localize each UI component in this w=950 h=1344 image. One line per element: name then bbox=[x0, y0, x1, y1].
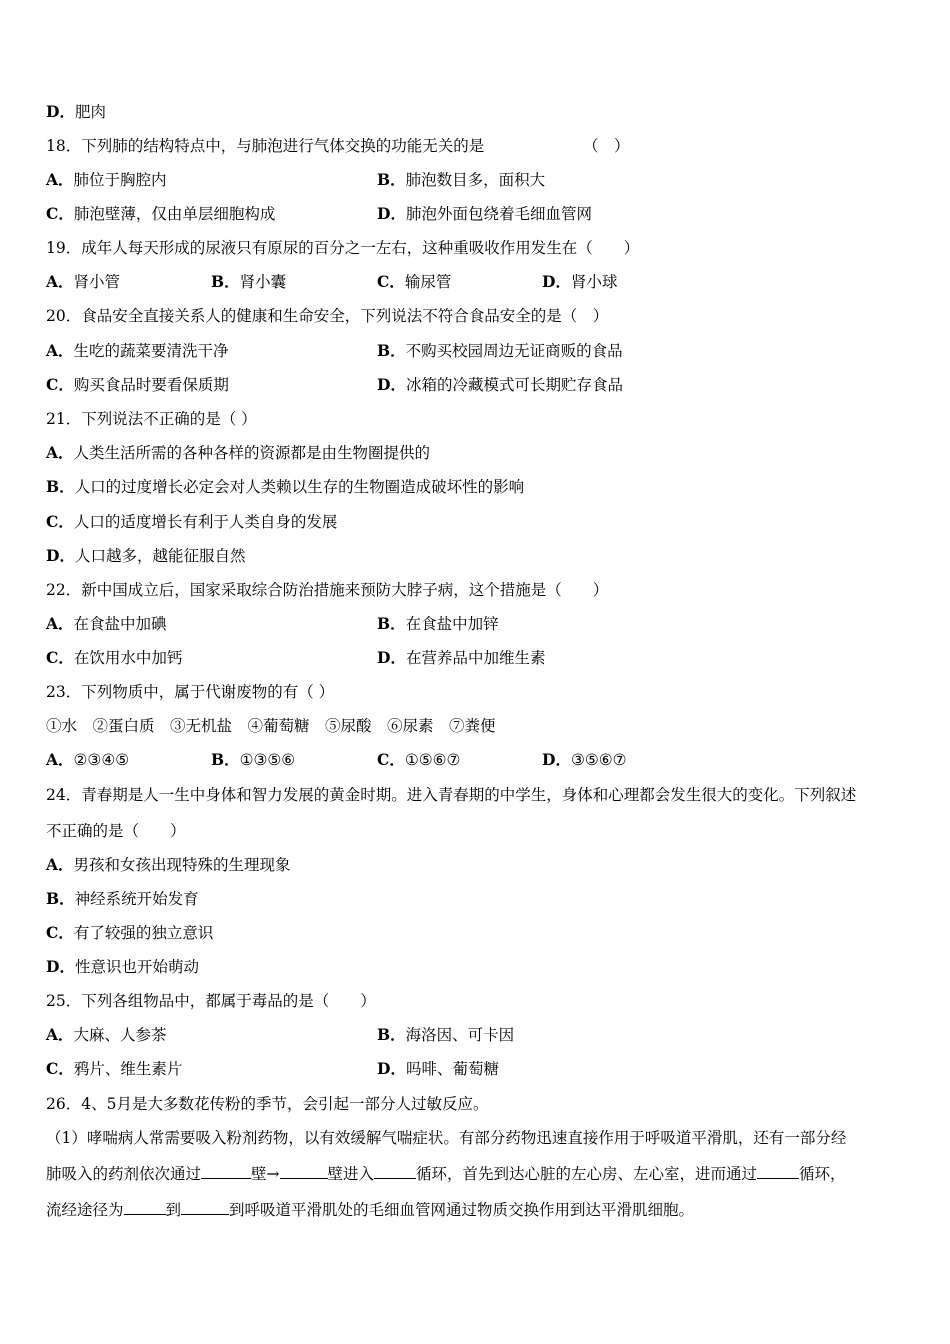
option-text: 男孩和女孩出现特殊的生理现象 bbox=[73, 856, 291, 874]
option-label: B． bbox=[377, 341, 406, 360]
question-23-stem: 23．下列物质中，属于代谢废物的有（ ） bbox=[46, 683, 335, 701]
option-label: C． bbox=[46, 923, 74, 942]
option-text: 在食盐中加碘 bbox=[73, 615, 167, 633]
option-text: 人类生活所需的各种各样的资源都是由生物圈提供的 bbox=[73, 444, 431, 462]
option-a-q23 bbox=[46, 750, 129, 770]
question-26-part1-cont bbox=[46, 1164, 846, 1184]
option-label: B． bbox=[211, 272, 240, 291]
answer-blank[interactable] bbox=[374, 1164, 416, 1179]
option-text: 在饮用水中加钙 bbox=[73, 649, 183, 667]
option-d-q24 bbox=[46, 957, 199, 977]
option-d-q21 bbox=[46, 546, 245, 566]
answer-blank[interactable] bbox=[181, 1200, 229, 1215]
question-18-stem bbox=[46, 136, 484, 156]
option-label: C． bbox=[46, 375, 74, 394]
option-label: B． bbox=[377, 170, 406, 189]
option-text: ①⑤⑥⑦ bbox=[404, 751, 461, 769]
option-label: A． bbox=[46, 855, 74, 874]
option-d-q20 bbox=[377, 375, 623, 395]
option-text: 购买食品时要看保质期 bbox=[73, 376, 229, 394]
option-b-q24 bbox=[46, 889, 199, 909]
option-label: B． bbox=[377, 614, 406, 633]
option-label: D． bbox=[377, 1059, 406, 1078]
option-d-q23 bbox=[542, 750, 627, 770]
option-b-q21 bbox=[46, 477, 524, 497]
option-label: D． bbox=[377, 204, 406, 223]
option-text: 肺泡外面包绕着毛细血管网 bbox=[405, 205, 592, 223]
question-26-part1: （1）哮喘病人常需要吸入粉剂药物，以有效缓解气喘症状。有部分药物迅速直接作用于呼吸道平滑肌，还有一部分经 bbox=[46, 1129, 847, 1147]
option-d-q18 bbox=[377, 204, 592, 224]
question-20-stem: 20．食品安全直接关系人的健康和生命安全，下列说法不符合食品安全的是（ ） bbox=[46, 307, 609, 325]
option-text: 人口的适度增长有利于人类自身的发展 bbox=[73, 513, 338, 531]
option-label: D． bbox=[377, 375, 406, 394]
option-label: D． bbox=[46, 102, 75, 121]
option-text: 大麻、人参茶 bbox=[73, 1026, 167, 1044]
question-24-stem: 24．青春期是人一生中身体和智力发展的黄金时期。进入青春期的中学生，身体和心理都会发生很大的变化。下列叙述 bbox=[46, 786, 857, 804]
text-segment: 到 bbox=[165, 1201, 182, 1219]
text-segment: 到呼吸道平滑肌处的毛细血管网通过物质交换作用到达平滑肌细胞。 bbox=[229, 1201, 695, 1219]
question-23-items: ①水 ②蛋白质 ③无机盐 ④葡萄糖 ⑤尿酸 ⑥尿素 ⑦粪便 bbox=[46, 717, 496, 735]
option-a-q25 bbox=[46, 1025, 167, 1045]
option-label: A． bbox=[46, 341, 74, 360]
text-segment: 肺吸入的药剂依次通过 bbox=[46, 1165, 202, 1183]
option-label: A． bbox=[46, 614, 74, 633]
option-text: 肥肉 bbox=[74, 103, 106, 121]
option-c-q25 bbox=[46, 1059, 182, 1079]
option-text: 肺泡壁薄，仅由单层细胞构成 bbox=[73, 205, 276, 223]
option-text: ②③④⑤ bbox=[73, 751, 130, 769]
answer-paren: （ ） bbox=[583, 137, 630, 155]
option-b-q23 bbox=[211, 750, 295, 770]
text-segment: 壁进入 bbox=[327, 1165, 375, 1183]
answer-blank[interactable] bbox=[757, 1164, 799, 1179]
option-label: A． bbox=[46, 170, 74, 189]
option-text: 鸦片、维生素片 bbox=[73, 1060, 183, 1078]
option-text: 吗啡、葡萄糖 bbox=[405, 1060, 499, 1078]
option-text: ①③⑤⑥ bbox=[239, 751, 296, 769]
option-b-q18 bbox=[377, 170, 545, 190]
option-a-q21 bbox=[46, 443, 430, 463]
option-b-q22 bbox=[377, 614, 499, 634]
option-d-q25 bbox=[377, 1059, 499, 1079]
option-c-q24 bbox=[46, 923, 213, 943]
option-label: A． bbox=[46, 750, 74, 769]
option-d-q22 bbox=[377, 648, 545, 668]
option-label: D． bbox=[542, 272, 571, 291]
option-label: B． bbox=[377, 1025, 406, 1044]
option-a-q22 bbox=[46, 614, 167, 634]
option-text: 不购买校园周边无证商贩的食品 bbox=[405, 342, 623, 360]
option-label: D． bbox=[46, 546, 75, 565]
question-19-stem: 19．成年人每天形成的尿液只有原尿的百分之一左右，这种重吸收作用发生在（ ） bbox=[46, 239, 640, 257]
option-label: A． bbox=[46, 272, 74, 291]
option-label: C． bbox=[46, 512, 74, 531]
option-a-q20 bbox=[46, 341, 229, 361]
text-segment: 循环， bbox=[799, 1165, 846, 1183]
option-text: 有了较强的独立意识 bbox=[73, 924, 214, 942]
option-label: B． bbox=[46, 889, 75, 908]
option-d-q17 bbox=[46, 102, 106, 122]
answer-blank[interactable] bbox=[280, 1164, 328, 1179]
option-text: 输尿管 bbox=[404, 273, 452, 291]
option-text: 神经系统开始发育 bbox=[74, 890, 199, 908]
option-text: 肺泡数目多，面积大 bbox=[405, 171, 546, 189]
answer-blank[interactable] bbox=[124, 1200, 166, 1215]
option-label: D． bbox=[542, 750, 571, 769]
option-text: 性意识也开始萌动 bbox=[74, 958, 199, 976]
option-label: D． bbox=[46, 957, 75, 976]
option-text: 人口越多，越能征服自然 bbox=[74, 547, 246, 565]
option-c-q23 bbox=[377, 750, 460, 770]
option-c-q20 bbox=[46, 375, 229, 395]
option-a-q24 bbox=[46, 855, 291, 875]
option-text: 肺位于胸腔内 bbox=[73, 171, 167, 189]
option-b-q20 bbox=[377, 341, 623, 361]
option-c-q18 bbox=[46, 204, 275, 224]
option-text: 肾小管 bbox=[73, 273, 121, 291]
option-text: 海洛因、可卡因 bbox=[405, 1026, 515, 1044]
option-label: C． bbox=[46, 648, 74, 667]
option-text: 在食盐中加锌 bbox=[405, 615, 499, 633]
option-text: 人口的过度增长必定会对人类赖以生存的生物圈造成破坏性的影响 bbox=[74, 478, 525, 496]
option-text: ③⑤⑥⑦ bbox=[570, 751, 627, 769]
option-b-q19 bbox=[211, 272, 286, 292]
question-26-stem: 26．4、5月是大多数花传粉的季节，会引起一部分人过敏反应。 bbox=[46, 1095, 489, 1113]
question-22-stem: 22．新中国成立后，国家采取综合防治措施来预防大脖子病，这个措施是（ ） bbox=[46, 581, 609, 599]
option-label: C． bbox=[377, 750, 405, 769]
question-25-stem: 25．下列各组物品中，都属于毒品的是（ ） bbox=[46, 992, 376, 1010]
option-c-q22 bbox=[46, 648, 182, 668]
option-c-q21 bbox=[46, 512, 337, 532]
option-a-q19 bbox=[46, 272, 120, 292]
text-segment: 循环，首先到达心脏的左心房、左心室，进而通过 bbox=[416, 1165, 758, 1183]
option-label: A． bbox=[46, 1025, 74, 1044]
question-text: 18．下列肺的结构特点中，与肺泡进行气体交换的功能无关的是 bbox=[46, 137, 485, 155]
option-b-q25 bbox=[377, 1025, 514, 1045]
text-segment: 壁→ bbox=[251, 1165, 280, 1183]
option-label: C． bbox=[377, 272, 405, 291]
option-label: C． bbox=[46, 1059, 74, 1078]
option-text: 生吃的蔬菜要清洗干净 bbox=[73, 342, 229, 360]
option-text: 冰箱的冷藏模式可长期贮存食品 bbox=[405, 376, 623, 394]
option-c-q19 bbox=[377, 272, 451, 292]
question-24-stem-cont: 不正确的是（ ） bbox=[46, 822, 186, 840]
question-21-stem: 21．下列说法不正确的是（ ） bbox=[46, 410, 257, 428]
option-label: A． bbox=[46, 443, 74, 462]
option-label: B． bbox=[211, 750, 240, 769]
option-text: 肾小球 bbox=[570, 273, 618, 291]
answer-blank[interactable] bbox=[201, 1164, 251, 1179]
option-label: C． bbox=[46, 204, 74, 223]
option-label: D． bbox=[377, 648, 406, 667]
option-label: B． bbox=[46, 477, 75, 496]
text-segment: 流经途径为 bbox=[46, 1201, 124, 1219]
option-a-q18 bbox=[46, 170, 167, 190]
option-text: 肾小囊 bbox=[239, 273, 287, 291]
option-d-q19 bbox=[542, 272, 617, 292]
question-26-part1-cont2 bbox=[46, 1200, 694, 1220]
option-text: 在营养品中加维生素 bbox=[405, 649, 546, 667]
